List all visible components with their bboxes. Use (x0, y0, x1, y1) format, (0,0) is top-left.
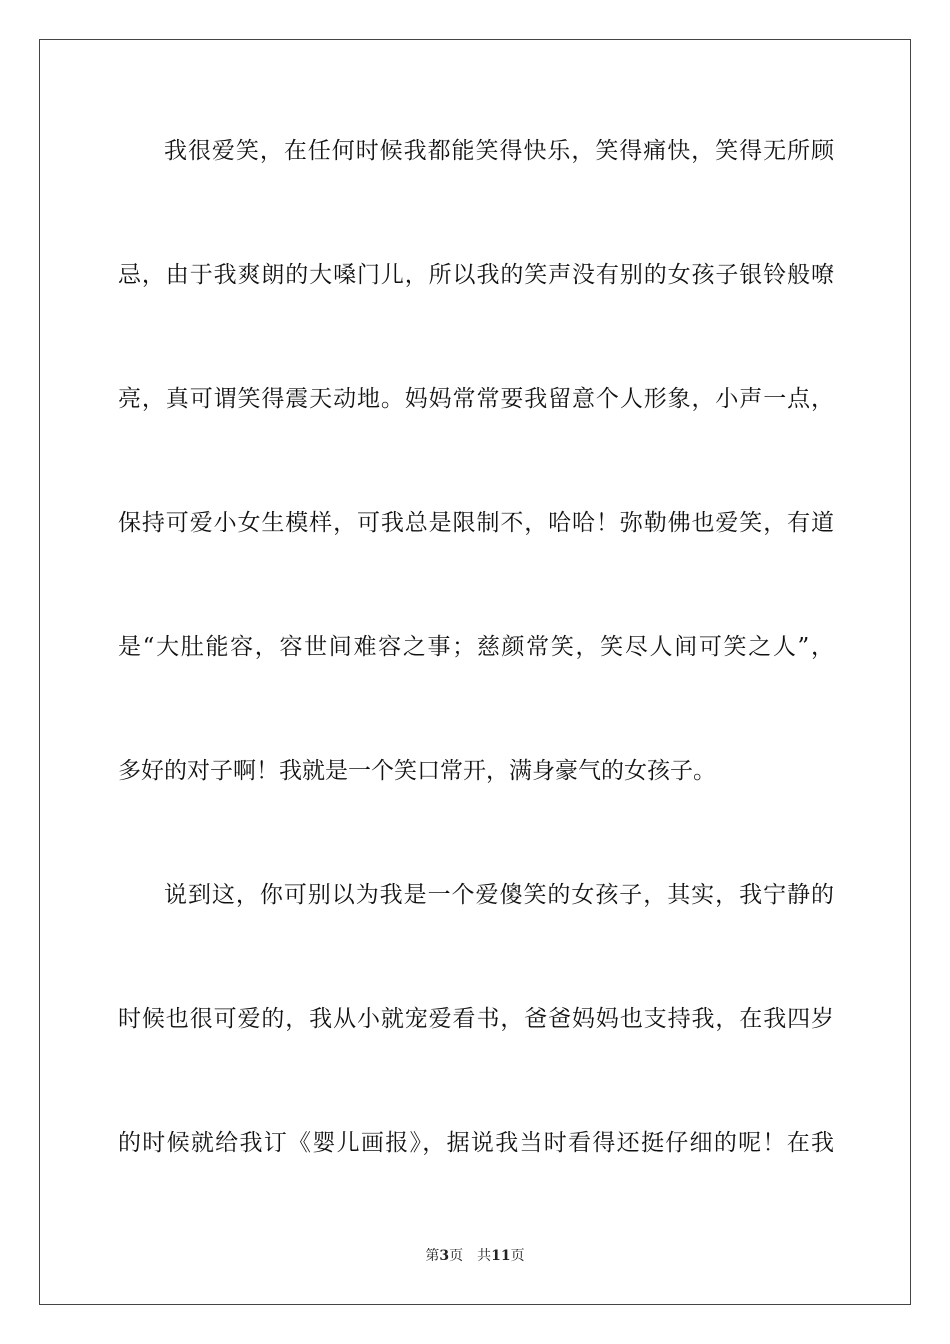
paragraph-line: 说到这，你可别以为我是一个爱傻笑的女孩子，其实，我宁静的 (164, 882, 834, 908)
total-prefix: 共 (477, 1248, 492, 1264)
paragraph-line: 我很爱笑，在任何时候我都能笑得快乐，笑得痛快，笑得无所顾 (164, 138, 834, 164)
paragraph-line: 保持可爱小女生模样，可我总是限制不，哈哈！弥勒佛也爱笑，有道 (118, 510, 834, 536)
paragraph-line: 忌，由于我爽朗的大嗓门儿，所以我的笑声没有别的女孩子银铃般嘹 (118, 262, 834, 288)
page-number: 3 (439, 1248, 450, 1264)
paragraph-line: 多好的对子啊！我就是一个笑口常开，满身豪气的女孩子。 (118, 758, 716, 784)
page-footer (0, 1247, 950, 1265)
page-suffix: 页 (449, 1248, 464, 1264)
paragraph-line: 亮，真可谓笑得震天动地。妈妈常常要我留意个人形象，小声一点， (118, 386, 834, 412)
paragraph-line: 时候也很可爱的，我从小就宠爱看书，爸爸妈妈也支持我，在我四岁 (118, 1006, 834, 1032)
total-pages: 11 (491, 1248, 511, 1264)
page-prefix: 第 (425, 1248, 440, 1264)
total-suffix: 页 (510, 1248, 525, 1264)
page-border (39, 39, 911, 1305)
paragraph-line: 是“大肚能容，容世间难容之事；慈颜常笑，笑尽人间可笑之人”， (118, 634, 834, 660)
paragraph-line: 的时候就给我订《婴儿画报》，据说我当时看得还挺仔细的呢！在我 (118, 1130, 834, 1156)
